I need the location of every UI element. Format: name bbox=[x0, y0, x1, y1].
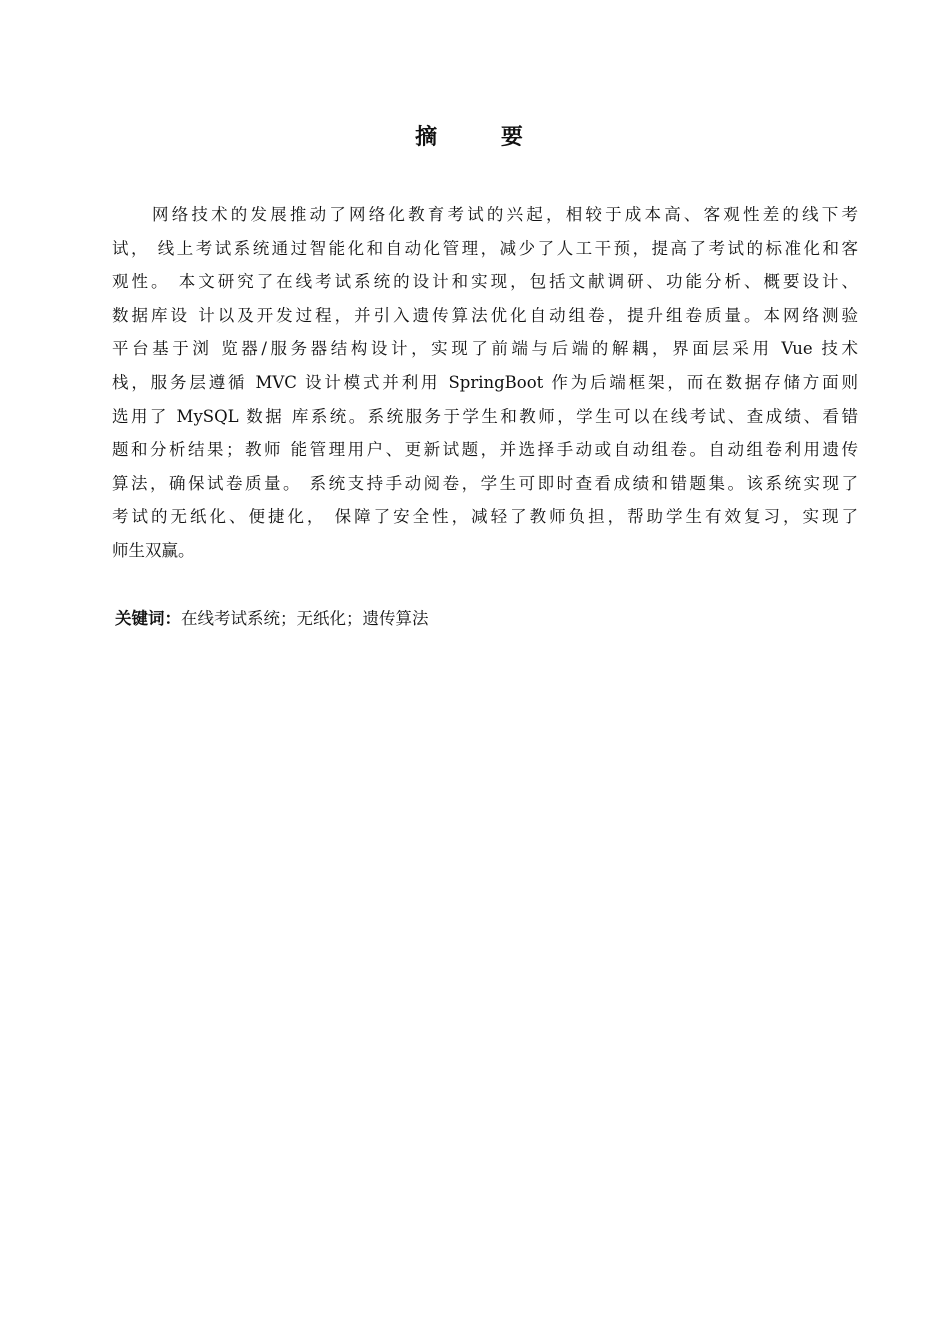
abstract-line: 平台基于浏 览器/服务器结构设计，实现了前端与后端的解耦，界面层采用 Vue 技术 bbox=[112, 339, 858, 359]
abstract-line: 算法，确保试卷质量。 系统支持手动阅卷，学生可即时查看成绩和错题集。该系统实现了 bbox=[112, 473, 858, 493]
abstract-line: 考试的无纸化、便捷化， 保障了安全性，减轻了教师负担，帮助学生有效复习，实现了 bbox=[112, 507, 858, 527]
abstract-line: 网络技术的发展推动了网络化教育考试的兴起，相较于成本高、客观性差的线下考 bbox=[152, 205, 858, 224]
abstract-body bbox=[112, 198, 858, 568]
page-title: 摘 要 bbox=[415, 125, 551, 150]
abstract-line: 数据库设 计以及开发过程，并引入遗传算法优化自动组卷，提升组卷质量。本网络测验 bbox=[112, 305, 858, 325]
abstract-line: 观性。 本文研究了在线考试系统的设计和实现，包括文献调研、功能分析、概要设计、 bbox=[112, 272, 858, 292]
keywords-value: 在线考试系统；无纸化；遗传算法 bbox=[181, 609, 429, 628]
abstract-line: 题和分析结果；教师 能管理用户、更新试题，并选择手动或自动组卷。自动组卷利用遗传 bbox=[112, 440, 858, 460]
abstract-line: 栈，服务层遵循 MVC 设计模式并利用 SpringBoot 作为后端框架，而在数据存储方面则 bbox=[112, 372, 858, 392]
abstract-line: 选用了 MySQL 数据 库系统。系统服务于学生和教师，学生可以在线考试、查成绩、看错 bbox=[112, 406, 858, 426]
keywords-label: 关键词： bbox=[115, 609, 181, 628]
abstract-line: 试， 线上考试系统通过智能化和自动化管理，减少了人工干预，提高了考试的标准化和客 bbox=[112, 238, 858, 258]
abstract-line: 师生双赢。 bbox=[112, 540, 195, 560]
keywords bbox=[115, 604, 429, 634]
